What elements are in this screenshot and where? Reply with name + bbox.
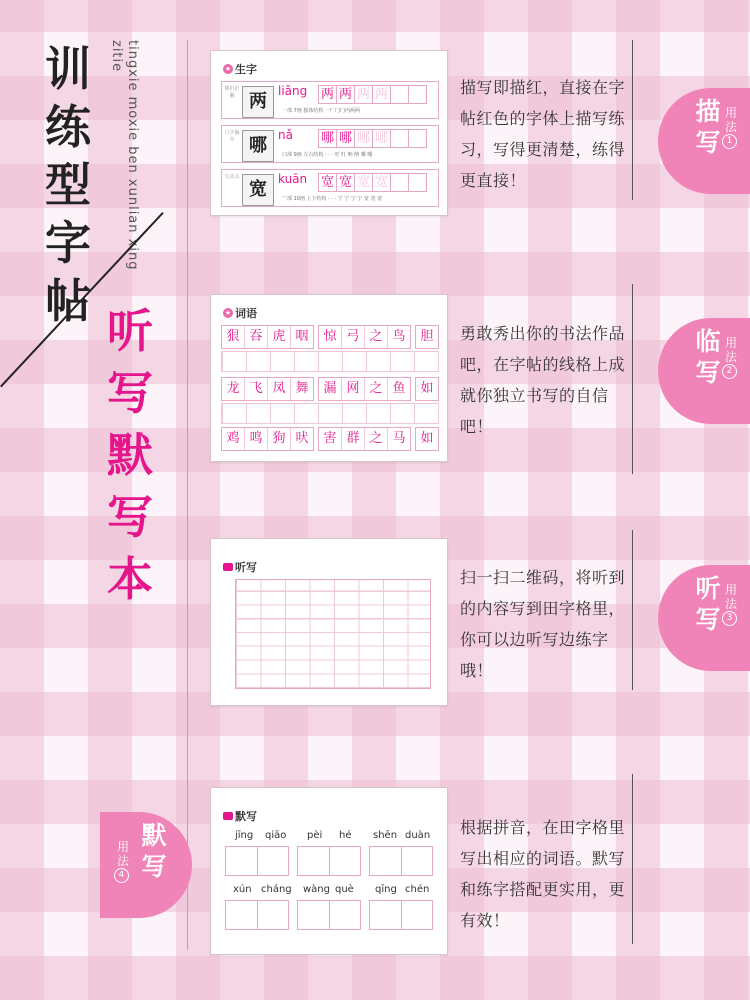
card-tingxie-sample	[210, 538, 448, 706]
word-row: 龙 飞 凤 舞 漏 网 之 鱼 如	[221, 377, 439, 401]
divider-line	[632, 40, 633, 200]
tianzi-grid	[235, 579, 431, 689]
pinyin: hé	[339, 830, 352, 841]
trace-cell: 两	[318, 85, 337, 104]
blank-cell	[409, 85, 427, 104]
number-circle-icon: 2	[722, 364, 737, 379]
blank-row	[221, 351, 439, 372]
subtitle-char: 写	[107, 366, 153, 420]
stroke-label: 横折折撇	[224, 86, 240, 99]
title-char: 训	[45, 42, 91, 96]
char-pinyin: nǎ	[278, 128, 293, 142]
dots-icon	[223, 812, 233, 820]
step-badge-1: 描 写 用 法 1	[658, 88, 750, 194]
trace-cell: 宽	[373, 173, 391, 192]
pinyin: duàn	[405, 830, 431, 841]
main-title	[38, 40, 98, 330]
answer-box	[297, 846, 361, 876]
card-heading: ★ 生字	[224, 63, 257, 76]
pinyin: qiāo	[265, 830, 287, 841]
answer-box	[369, 900, 433, 930]
trace-cell: 宽	[318, 173, 337, 192]
title-char: 型	[45, 158, 91, 212]
title-char: 字	[45, 216, 91, 270]
card-heading: 听写	[223, 559, 257, 575]
answer-box	[225, 846, 289, 876]
subtitle-char: 默	[107, 428, 153, 482]
number-circle-icon: 3	[722, 611, 737, 626]
blank-cell	[409, 173, 427, 192]
stroke-label: 口字偏旁	[224, 130, 240, 143]
pinyin: jīng	[235, 830, 254, 841]
answer-box	[369, 846, 433, 876]
blank-row	[221, 403, 439, 424]
stroke-note: 一部 7画 独体结构 一厂门门丙两两	[282, 108, 360, 114]
trace-cell: 宽	[337, 173, 355, 192]
trace-cell: 哪	[355, 129, 373, 148]
trace-cell: 哪	[318, 129, 337, 148]
step-badge-2: 临 写 用 法 2	[658, 318, 750, 424]
trace-cell: 两	[355, 85, 373, 104]
divider-line	[632, 530, 633, 690]
title-char: 帖	[45, 274, 91, 328]
card-linxie-sample	[210, 294, 448, 462]
pinyin: què	[335, 884, 354, 895]
star-icon: ★	[224, 309, 232, 317]
char-row	[221, 125, 439, 163]
stroke-note: 口部 9画 左右结构 · · · 叮 叮 呐 呐 哪 哪	[282, 152, 373, 158]
number-circle-icon: 4	[114, 868, 129, 883]
star-icon: ★	[224, 65, 232, 73]
answer-box	[297, 900, 361, 930]
pinyin: wàng	[303, 884, 330, 895]
step-description: 根据拼音，在田字格里写出相应的词语。默写和练字搭配更实用，更有效！	[460, 818, 626, 930]
trace-cell: 宽	[355, 173, 373, 192]
char-pinyin: liǎng	[278, 84, 308, 98]
answer-box	[225, 900, 289, 930]
blank-cell	[409, 129, 427, 148]
pinyin: qīng	[375, 884, 397, 895]
trace-cell: 两	[337, 85, 355, 104]
pinyin: cháng	[261, 884, 292, 895]
blank-cell	[391, 129, 409, 148]
card-heading: 默写	[223, 808, 257, 824]
step-badge-4: 默 写 用 法 4	[100, 812, 192, 918]
word-row: 鸡 鸣 狗 吠 害 群 之 马 如	[221, 427, 439, 451]
card-moxie-sample	[210, 787, 448, 955]
stroke-note: 宀部 10画 上下结构 · · · 宁 宁 宁 宁 宽 宽 宽	[282, 196, 383, 202]
char-row	[221, 81, 439, 119]
card-heading: ★ 词语	[224, 307, 257, 320]
pinyin: shēn	[373, 830, 398, 841]
trace-cell: 两	[373, 85, 391, 104]
pinyin: pèi	[307, 830, 323, 841]
step-badge-3: 听 写 用 法 3	[658, 565, 750, 671]
dots-icon	[223, 563, 233, 571]
word-row: 狠 吞 虎 咽 惊 弓 之 鸟 胆	[221, 325, 439, 349]
model-char: 两	[242, 86, 274, 118]
number-circle-icon: 1	[722, 134, 737, 149]
subtitle-char: 本	[107, 552, 153, 606]
step-description: 勇敢秀出你的书法作品吧，在字帖的线格上成就你独立书写的自信吧！	[460, 324, 626, 436]
blank-cell	[391, 173, 409, 192]
vertical-divider	[187, 40, 188, 950]
pinyin: chén	[405, 884, 430, 895]
char-pinyin: kuān	[278, 172, 308, 186]
title-pinyin: tingxie moxie ben xunlian xing zitie	[109, 40, 140, 271]
divider-line	[632, 774, 633, 944]
subtitle-char: 写	[107, 490, 153, 544]
trace-cell: 哪	[337, 129, 355, 148]
title-char: 练	[45, 100, 91, 154]
sub-title	[100, 300, 160, 610]
blank-cell	[391, 85, 409, 104]
divider-line	[632, 284, 633, 474]
step-description: 描写即描红，直接在字帖红色的字体上描写练习，写得更清楚，练得更直接！	[460, 78, 626, 190]
model-char: 哪	[242, 130, 274, 162]
pinyin: xún	[233, 884, 252, 895]
card-miaoxie-sample	[210, 50, 448, 216]
stroke-label: 宝盖头	[224, 174, 240, 180]
trace-cell: 哪	[373, 129, 391, 148]
step-description: 扫一扫二维码，将听到的内容写到田字格里，你可以边听写边练字哦！	[460, 568, 626, 680]
subtitle-char: 听	[107, 304, 153, 358]
model-char: 宽	[242, 174, 274, 206]
char-row	[221, 169, 439, 207]
